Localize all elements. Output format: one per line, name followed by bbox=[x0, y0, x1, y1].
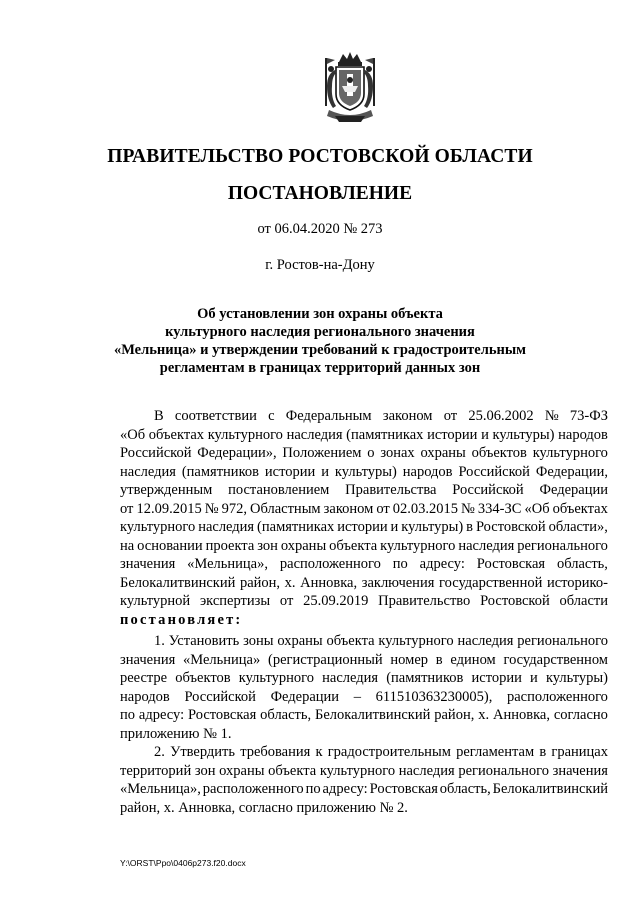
word: истории bbox=[337, 519, 388, 535]
word: градостроительным bbox=[327, 744, 451, 760]
word: х. bbox=[478, 707, 490, 723]
word: культурного bbox=[378, 633, 454, 649]
word: Утвердить bbox=[170, 744, 236, 760]
word: едином bbox=[450, 651, 496, 668]
word: историко- bbox=[546, 574, 608, 591]
document-type: ПОСТАНОВЛЕНИЕ bbox=[227, 183, 413, 204]
item-line bbox=[120, 651, 608, 670]
word: зон bbox=[257, 537, 278, 554]
word: в bbox=[435, 651, 443, 668]
document-date-number: от 06.04.2020 № 273 bbox=[257, 221, 383, 237]
word: расположенного bbox=[507, 688, 608, 705]
word: утвержденным bbox=[120, 482, 213, 498]
subject-line: культурного наследия регионального значения bbox=[165, 324, 475, 340]
word: законом bbox=[323, 500, 374, 517]
word: Российской bbox=[120, 445, 192, 461]
word: от bbox=[376, 500, 390, 517]
word: культурного bbox=[120, 519, 196, 535]
document-subject bbox=[0, 305, 640, 377]
word: 334-ЗС bbox=[477, 500, 522, 517]
word: регионального bbox=[517, 633, 608, 649]
word: культуры) bbox=[334, 463, 397, 480]
word: в bbox=[466, 519, 474, 535]
word: № bbox=[204, 500, 219, 517]
word: № bbox=[544, 408, 559, 424]
word: законом bbox=[382, 408, 433, 424]
item-line bbox=[120, 688, 608, 707]
word: культурного bbox=[319, 762, 396, 779]
word: народов bbox=[402, 463, 453, 480]
word: «Мельница», bbox=[187, 556, 268, 572]
word: объекта bbox=[326, 633, 375, 649]
word: объектах bbox=[148, 426, 205, 443]
resolution-items bbox=[120, 632, 608, 817]
word: Российской bbox=[458, 463, 530, 480]
word: культуры) bbox=[545, 670, 608, 686]
word: объектов bbox=[471, 445, 527, 461]
word: Российской bbox=[184, 688, 256, 705]
word: соответствии bbox=[174, 408, 257, 424]
word: культурного bbox=[207, 426, 283, 443]
word: Правительство bbox=[378, 593, 471, 609]
word: наследия bbox=[398, 762, 455, 779]
word: объектах bbox=[552, 500, 608, 517]
preamble-line bbox=[120, 500, 608, 519]
word: область, bbox=[260, 707, 312, 723]
subject-line: регламентам в границах территорий данных зон bbox=[159, 360, 481, 376]
word: Белокалитвинский bbox=[120, 574, 236, 591]
item-line bbox=[120, 780, 608, 799]
word: регионального bbox=[517, 537, 608, 554]
word: регламентам bbox=[456, 744, 535, 760]
word: район, bbox=[434, 707, 475, 723]
word: наследия bbox=[457, 633, 514, 649]
word: «Об bbox=[524, 500, 550, 517]
word: – bbox=[353, 688, 361, 705]
word: (памятниках bbox=[346, 426, 424, 443]
word: основании bbox=[137, 537, 203, 554]
word: расположенного bbox=[202, 781, 304, 797]
word: охраны bbox=[219, 762, 265, 779]
word: номер bbox=[390, 651, 429, 668]
word: от bbox=[120, 500, 134, 517]
word: «Об bbox=[120, 426, 146, 443]
word: зонах bbox=[380, 445, 415, 461]
word: народов bbox=[120, 688, 170, 705]
word: 12.09.2015 bbox=[136, 500, 202, 517]
word: культурного bbox=[532, 445, 608, 461]
item-line bbox=[120, 743, 608, 762]
word: наследия bbox=[120, 463, 176, 480]
preamble-line bbox=[120, 518, 608, 537]
word: зон bbox=[194, 762, 216, 779]
file-path-footer: Y:\ORST\Ppo\0406p273.f20.docx bbox=[120, 858, 246, 868]
item-line: район, х. Анновка, согласно приложению № 2. bbox=[120, 799, 408, 816]
word: область, bbox=[556, 556, 608, 572]
word: о bbox=[367, 445, 375, 461]
preamble-line bbox=[120, 463, 608, 482]
word: охраны bbox=[277, 633, 323, 649]
word: культурного bbox=[380, 537, 456, 554]
word: проекта bbox=[205, 537, 255, 554]
resolve-word: постановляет: bbox=[120, 611, 243, 628]
word: область, bbox=[439, 781, 491, 797]
word: истории bbox=[264, 463, 316, 480]
word: (памятников bbox=[181, 463, 259, 480]
document-city: г. Ростов-на-Дону bbox=[265, 257, 375, 273]
word: значения bbox=[120, 556, 176, 572]
preamble-paragraph bbox=[120, 407, 608, 629]
word: (памятников bbox=[386, 670, 464, 686]
word: значения bbox=[552, 762, 608, 779]
word: области bbox=[559, 593, 608, 609]
word: Положением bbox=[282, 445, 362, 461]
word: Федеральным bbox=[285, 408, 372, 424]
word: на bbox=[120, 537, 135, 554]
word: наследия bbox=[286, 426, 343, 443]
word: с bbox=[268, 408, 275, 424]
word: и bbox=[481, 426, 489, 443]
word: В bbox=[154, 408, 164, 424]
word: Областным bbox=[250, 500, 321, 517]
word: по bbox=[392, 556, 408, 572]
word: район, bbox=[239, 574, 281, 591]
word: Анновка, bbox=[493, 707, 550, 723]
word: (регистрационный bbox=[268, 651, 383, 668]
preamble-line bbox=[120, 407, 608, 426]
word: х. bbox=[284, 574, 296, 591]
item-line: приложению № 1. bbox=[120, 725, 232, 742]
preamble-line bbox=[120, 537, 608, 556]
word: и bbox=[390, 519, 399, 535]
word: истории bbox=[427, 426, 478, 443]
word: № bbox=[461, 500, 475, 517]
word: культуры) bbox=[492, 426, 555, 443]
preamble-line bbox=[120, 426, 608, 445]
word: истории bbox=[471, 670, 522, 686]
word: адресу: bbox=[419, 556, 465, 572]
word: и bbox=[321, 463, 329, 480]
word: 25.06.2002 bbox=[468, 408, 534, 424]
word: согласно bbox=[553, 707, 608, 723]
item-line bbox=[120, 632, 608, 651]
word: Ростовская bbox=[188, 707, 257, 723]
word: наследия bbox=[198, 519, 255, 535]
word: требования bbox=[240, 744, 311, 760]
word: регионального bbox=[458, 762, 549, 779]
item-line bbox=[120, 669, 608, 688]
rostov-oblast-coat-of-arms-icon bbox=[321, 50, 379, 128]
preamble-line bbox=[120, 574, 608, 593]
word: расположенного bbox=[279, 556, 381, 572]
word: по bbox=[305, 781, 321, 797]
word: 73-ФЗ bbox=[569, 408, 608, 424]
word: Федерации, bbox=[535, 463, 608, 480]
word: области», bbox=[548, 519, 608, 535]
item-line bbox=[120, 762, 608, 781]
word: 25.09.2019 bbox=[303, 593, 369, 609]
word: Правительства bbox=[345, 482, 437, 498]
government-title: ПРАВИТЕЛЬСТВО РОСТОВСКОЙ ОБЛАСТИ bbox=[107, 146, 533, 167]
word: охраны bbox=[280, 537, 327, 554]
preamble-line bbox=[120, 611, 608, 630]
subject-line: «Мельница» и утверждении требований к градостроительным bbox=[113, 342, 527, 358]
word: Белокалитвинский bbox=[315, 707, 431, 723]
word: наследия bbox=[322, 670, 379, 686]
word: границах bbox=[551, 744, 608, 760]
item-line bbox=[120, 706, 608, 725]
word: объектов bbox=[175, 670, 231, 686]
preamble-line bbox=[120, 555, 608, 574]
word: реестре bbox=[120, 670, 168, 686]
word: Федерации bbox=[270, 688, 340, 705]
word: Ростовская bbox=[476, 556, 546, 572]
word: заключения bbox=[361, 574, 435, 591]
word: постановлением bbox=[228, 482, 330, 498]
word: культуры) bbox=[401, 519, 464, 535]
word: Федерации», bbox=[197, 445, 277, 461]
preamble-line bbox=[120, 592, 608, 611]
word: культурного bbox=[238, 670, 314, 686]
word: к bbox=[315, 744, 323, 760]
word: от bbox=[443, 408, 458, 424]
word: Анновка, bbox=[300, 574, 358, 591]
word: от bbox=[279, 593, 294, 609]
word: охраны bbox=[420, 445, 466, 461]
word: в bbox=[539, 744, 547, 760]
word: 972, bbox=[221, 500, 247, 517]
word: объекта bbox=[329, 537, 378, 554]
word: объекта bbox=[268, 762, 317, 779]
word: Ростовской bbox=[480, 593, 550, 609]
word: 1. bbox=[154, 633, 165, 649]
word: Ростовской bbox=[475, 519, 546, 535]
word: (памятниках bbox=[257, 519, 335, 535]
word: и bbox=[530, 670, 538, 686]
word: адресу: bbox=[322, 781, 368, 797]
word: Российской bbox=[452, 482, 524, 498]
word: культурной bbox=[120, 593, 191, 609]
word: зоны bbox=[243, 633, 274, 649]
word: Установить bbox=[168, 633, 240, 649]
word: государственной bbox=[439, 574, 543, 591]
subject-line: Об установлении зон охраны объекта bbox=[197, 306, 443, 322]
preamble-line bbox=[120, 481, 608, 500]
word: «Мельница», bbox=[120, 781, 201, 797]
word: экспертизы bbox=[199, 593, 271, 609]
word: наследия bbox=[458, 537, 515, 554]
word: по bbox=[120, 707, 136, 723]
word: «Мельница» bbox=[183, 651, 261, 668]
word: 02.03.2015 bbox=[392, 500, 459, 517]
word: значения bbox=[120, 651, 176, 668]
word: Федерации bbox=[539, 482, 608, 498]
word: 611510363230005), bbox=[375, 688, 493, 705]
word: адресу: bbox=[138, 707, 185, 723]
word: государственном bbox=[503, 651, 608, 668]
word: 2. bbox=[154, 744, 165, 760]
word: Ростовская bbox=[369, 781, 438, 797]
preamble-line bbox=[120, 444, 608, 463]
word: территорий bbox=[120, 762, 192, 779]
word: народов bbox=[558, 426, 608, 443]
word: Белокалитвинский bbox=[492, 781, 608, 797]
